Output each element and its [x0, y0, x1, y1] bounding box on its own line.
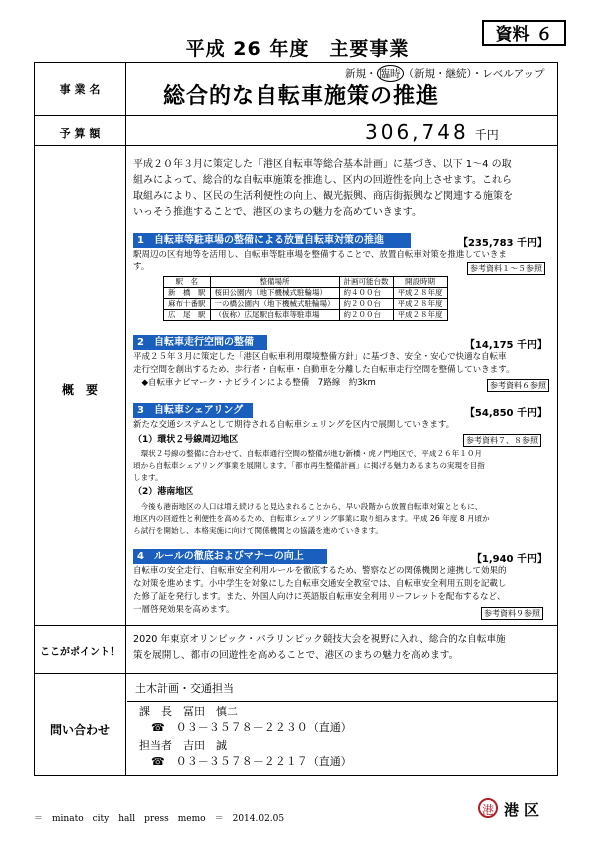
ward-name: 港区 [504, 801, 545, 819]
contact-person-2: 担当者 吉田 誠 [139, 739, 227, 752]
section-3-sub2-text: 今後も港南地区の人口は増え続けると見込まれることから、早い段階から放置自転車対策とともに、 地区内の回遊性と利便性を高めるため、自転車シェアリング事業に取り組みます。平成 26 年度 8 月頃か ら試行を開始し、本格実施に向けて関係機関との協議を進めていきます。 [133, 502, 490, 535]
status-circled: 臨時 [377, 65, 404, 82]
section-4-amount: 【1,940 千円】 [471, 554, 547, 565]
section-3-text: 新たな交通システムとして期待される自転車シェリングを区内で展開していきます。 [133, 420, 455, 430]
table-row: 新 橋 駅 桜田公園内（地下機械式駐輪場） 約４００台 平成２８年度 [164, 288, 448, 299]
section-2-heading: 2 自転車走行空間の整備 [133, 335, 267, 350]
intro-text: 平成２０年３月に策定した「港区自転車等総合基本計画」に基づき、以下 1～4 の取 組みによって、総合的な自転車施策を推進し、区内の回遊性を向上させます。これら 取組みにより、区民の生活利便性の向上、観光振興、商店街振興など関連する施策を いっそう推進することで、港区のまちの魅力を高めていきます。 [133, 159, 513, 218]
telephone-icon: ☎ [151, 755, 165, 768]
section-3-sub1-title: （1）環状２号線周辺地区 [133, 435, 239, 445]
table-header-row: 駅 名 整備場所 計画可能台数 開設時期 [164, 277, 448, 288]
table-row: 麻布十番駅 一の橋公園内（地下機械式駐輪場） 約２００台 平成２８年度 [164, 299, 448, 310]
section-3-sub2-title: （2）港南地区 [133, 487, 194, 497]
label-project-name: 事 業 名 [59, 83, 101, 96]
main-frame [34, 62, 558, 776]
point-text: 2020 年東京オリンピック・パラリンピック競技大会を視野に入れ、総合的な自転車施 策を展開し、都市の回遊性を高めることで、港区のまちの魅力を高めます。 [133, 634, 506, 661]
footer-text: ＝ minato city hall press memo ＝ 2014.02.05 [34, 814, 285, 824]
section-2-text: 平成２５年３月に策定した「港区自転車利用環境整備方針」に基づき、安全・安心で快適な自転車 走行空間を創出するため、歩行者・自転車・自動車を分離した自転車走行空間を整備していきます。 ◆自転車ナビマーク・ナビラインによる整備 7路線 約3km [133, 352, 515, 388]
section-4-text: 自転車の安全走行、自転車安全利用ルールを徹底するため、警察などの関係機関と連携して効果的 な対策を進めます。小中学生を対象にした自転車交通安全教室では、自転車安全利用五則を記載し た修了証を発行します。また、外国人向けに英語版自転車安全利用リーフレットを配布するなど、 一層啓発効果を高めます。 [133, 566, 507, 615]
contact-tel-2: ☎ ０３－３５７８－２２１７（直通） [151, 755, 352, 768]
contact-tel-1: ☎ ０３－３５７８－２２３０（直通） [151, 721, 352, 734]
section-1-amount: 【235,783 千円】 [457, 238, 547, 249]
section-4-heading: 4 ルールの徹底およびマナーの向上 [133, 549, 327, 564]
section-2-ref: 参考資料６参照 [487, 379, 549, 392]
minato-city-logo-icon: 港 [478, 798, 498, 818]
label-budget: 予 算 額 [59, 127, 101, 140]
budget-amount: 306,748 千円 [365, 120, 499, 144]
label-contact: 問い合わせ [49, 723, 110, 737]
section-1-text: 駅周辺の区有地等を活用し、自転車等駐車場を整備することで、放置自転車対策を推進していきま す。 [133, 250, 507, 272]
telephone-icon: ☎ [151, 721, 165, 734]
section-4-ref: 参考資料９参照 [481, 607, 543, 620]
contact-department: 土木計画・交通担当 [135, 682, 234, 695]
page-title: 平成 26 年度 主要事業 [185, 38, 410, 60]
section-3-sub1-text: 環状２号線の整備に合わせて、自転車通行空間の整備が進む新橋・虎ノ門地区で、平成２６年１０月 頃から自転車シェアリング事業を展開します。「都市再生整備計画」に掲げる魅力あるまちの実現を目指 します。 [133, 449, 485, 482]
label-point: ここがポイント！ [40, 647, 120, 658]
section-3-sub1-ref: 参考資料７、８参照 [463, 434, 541, 447]
section-2-amount: 【14,175 千円】 [464, 340, 547, 351]
project-status: 新規・ 臨時 （新規・継続）・レベルアップ [345, 65, 545, 82]
section-3-heading: 3 自転車シェアリング [133, 403, 253, 418]
parking-table [163, 276, 448, 321]
contact-person-1: 課 長 冨田 慎二 [139, 705, 238, 718]
section-1-heading: 1 自転車等駐車場の整備による放置自転車対策の推進 [133, 233, 411, 248]
section-1-ref: 参考資料１～５参照 [467, 262, 545, 275]
label-overview: 概 要 [61, 383, 98, 397]
document-number-badge: 資料 ６ [482, 20, 566, 46]
section-3-amount: 【54,850 千円】 [464, 408, 547, 419]
project-name: 総合的な自転車施策の推進 [163, 84, 440, 109]
table-row: 広 尾 駅 （仮称）広尾駅自転車等駐車場 約２００台 平成２８年度 [164, 310, 448, 321]
